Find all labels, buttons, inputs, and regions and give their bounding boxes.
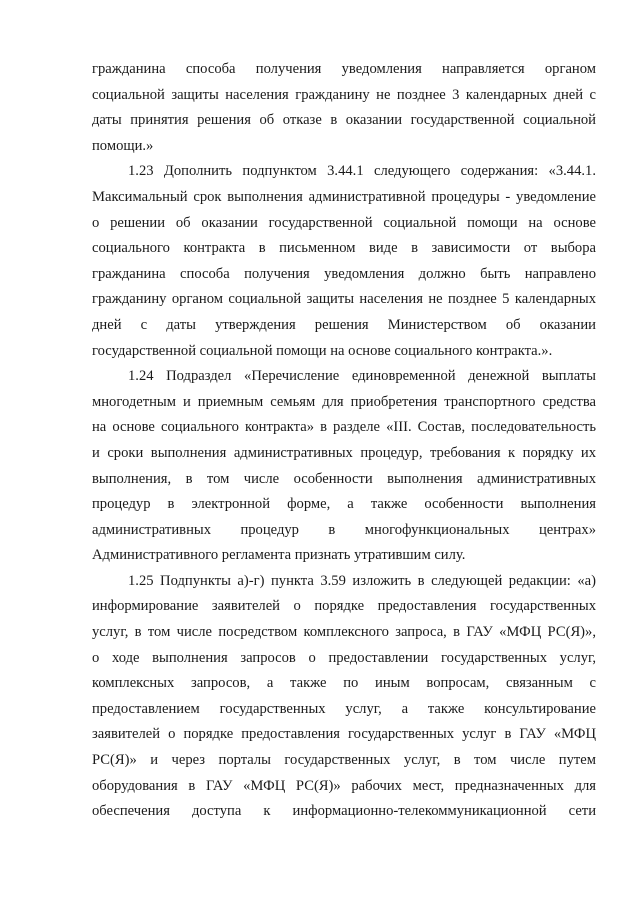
text-line: комплексных запросов, а также по иным вопросам, связанным с <box>92 675 596 692</box>
paragraph-continuation <box>92 57 596 159</box>
text-line: дней с даты утверждения решения Министерством об оказании <box>92 316 596 333</box>
text-line: на основе социального контракта» в разделе «III. Состав, последовательность <box>92 419 596 436</box>
text-line: 1.24 Подраздел «Перечисление единовременной денежной выплаты <box>128 368 596 385</box>
text-line: даты принятия решения об отказе в оказании государственной социальной <box>92 112 596 129</box>
text-line: гражданина способа получения уведомления должно быть направлено <box>92 265 596 282</box>
text-line: услуг, в том числе посредством комплексного запроса, в ГАУ «МФЦ РС(Я)», <box>92 624 596 641</box>
text-line: информирование заявителей о порядке предоставления государственных <box>92 598 596 615</box>
text-line: административных процедур в многофункциональных центрах» <box>92 521 596 538</box>
document-body <box>92 57 596 825</box>
text-line: гражданина способа получения уведомления направляется органом <box>92 61 596 77</box>
text-line: о ходе выполнения запросов о предоставлении государственных услуг, <box>92 649 596 666</box>
paragraph-1-25 <box>92 569 596 825</box>
text-line: 1.23 Дополнить подпунктом 3.44.1 следующего содержания: «3.44.1. <box>128 163 596 180</box>
text-line: РС(Я)» и через порталы государственных услуг, в том числе путем <box>92 752 596 769</box>
text-line: предоставлением государственных услуг, а также консультирование <box>92 700 596 717</box>
text-line: помощи.» <box>92 137 154 154</box>
paragraph-1-24 <box>92 364 596 569</box>
text-line: Максимальный срок выполнения административной процедуры - уведомление <box>92 188 596 205</box>
text-line: процедур в электронной форме, а также особенности выполнения <box>92 496 596 513</box>
text-line: многодетным и приемным семьям для приобретения транспортного средства <box>92 393 596 410</box>
text-line: 1.25 Подпункты а)-г) пункта 3.59 изложить в следующей редакции: «а) <box>128 572 596 589</box>
text-line: государственной социальной помощи на основе социального контракта.». <box>92 342 553 359</box>
text-line: и сроки выполнения административных процедур, требования к порядку их <box>92 444 596 461</box>
text-line: выполнения, в том числе особенности выполнения административных <box>92 470 596 487</box>
text-line: о решении об оказании государственной социальной помощи на основе <box>92 214 596 231</box>
text-line: оборудования в ГАУ «МФЦ РС(Я)» рабочих мест, предназначенных для <box>92 777 596 794</box>
text-line: гражданину органом социальной защиты населения не позднее 5 календарных <box>92 291 596 308</box>
text-line: социального контракта в письменном виде в зависимости от выбора <box>92 240 596 257</box>
text-line: обеспечения доступа к информационно-телекоммуникационной сети <box>92 803 596 820</box>
text-line: Административного регламента признать утратившим силу. <box>92 547 466 564</box>
text-line: заявителей о порядке предоставления государственных услуг в ГАУ «МФЦ <box>92 726 596 743</box>
text-line: социальной защиты населения гражданину не позднее 3 календарных дней с <box>92 86 596 103</box>
paragraph-1-23 <box>92 159 596 364</box>
